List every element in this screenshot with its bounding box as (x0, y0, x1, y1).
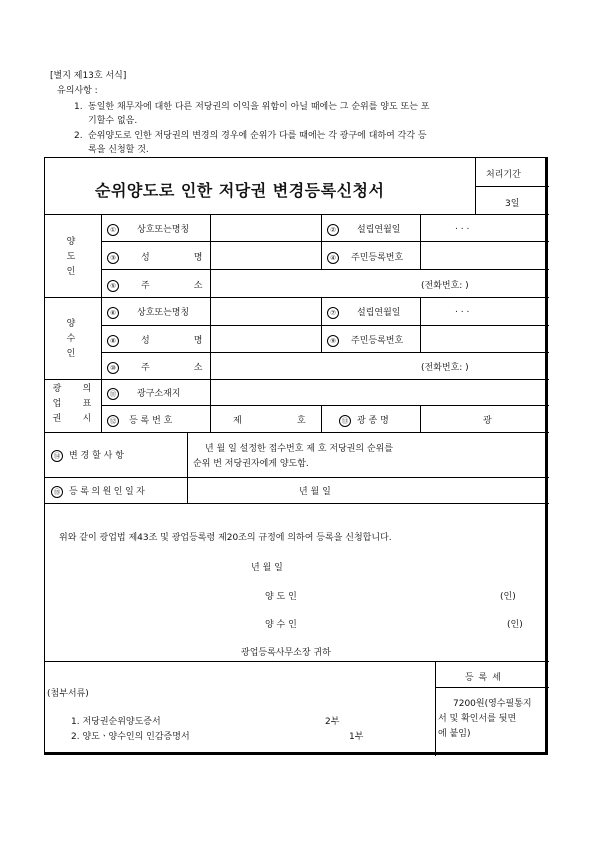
assignee-established-value: . . . (455, 305, 470, 315)
registration-number-suffix: 호 (297, 416, 306, 426)
assignee-group-label: 양 수 인 (66, 319, 76, 359)
processing-period-value: 3일 (505, 199, 520, 209)
attachment-2-name: 2. 양도ㆍ양수인의 인감증명서 (71, 732, 190, 742)
mineral-name-suffix: 광 (483, 416, 492, 426)
assignee-seal: (인) (507, 620, 523, 630)
note-1-line1: 동일한 채무자에 대한 다른 저당권의 이익을 위함이 아닐 때에는 그 순위를 양도 또는 포 (88, 102, 430, 112)
assignee-address-label: ⑩ 주 소 (107, 360, 202, 374)
assignee-signature-label: 양 수 인 (265, 620, 297, 630)
attachment-1-qty: 2부 (325, 717, 340, 727)
assignor-rrn-label: ④ 주민등록번호 (327, 250, 403, 264)
notes-heading: 유의사항 : (57, 86, 98, 96)
registration-tax-line1: 7200원(영수필통지 (453, 699, 532, 709)
note-1-num: 1. (74, 102, 83, 112)
attachment-2-qty: 1부 (349, 732, 364, 742)
registration-number-label: ⑫ 등 록 번 호 (107, 413, 172, 427)
cause-date-label: ⑮ 등록의원인일자 (51, 484, 147, 498)
mine-group-label-col1: 광 업 권 (52, 384, 62, 424)
mineral-name-label: ⑬ 광 종 명 (339, 413, 389, 427)
application-form (44, 157, 548, 755)
mine-location-label: ⑪ 광구소재지 (107, 386, 180, 400)
registration-tax-line3: 에 붙임) (438, 729, 471, 739)
note-2-line1: 순위양도로 인한 저당권의 변경의 경우에 순위가 다를 때에는 각 광구에 대하여 각각 등 (88, 131, 427, 141)
note-1-line2: 기할수 없음. (88, 116, 138, 126)
assignor-group-label: 양 도 인 (66, 237, 76, 277)
assignor-signature-label: 양 도 인 (265, 592, 297, 602)
assignee-established-label: ⑦ 설립연월일 (327, 305, 400, 319)
assignor-seal: (인) (500, 592, 516, 602)
note-2-line2: 록을 신청할 것. (88, 145, 149, 155)
assignee-person-label: ⑧ 성 명 (107, 333, 202, 347)
form-code: [별지 제13호 서식] (50, 71, 127, 81)
assignee-rrn-label: ⑨ 주민등록번호 (327, 333, 403, 347)
note-2-num: 2. (74, 131, 83, 141)
assignor-name-label: ① 상호또는명칭 (107, 222, 189, 236)
attachment-1-name: 1. 저당권순위양도증서 (71, 717, 161, 727)
declaration-text: 위와 같이 광업법 제43조 및 광업등록령 제20조의 규정에 의하여 등록을 신청합니다. (59, 533, 392, 543)
form-title: 순위양도로 인한 저당권 변경등록신청서 (95, 181, 385, 200)
registration-number-prefix: 제 (233, 416, 242, 426)
application-date: 년 월 일 (251, 563, 283, 573)
cause-date-value: 년 월 일 (299, 487, 331, 497)
change-items-line2: 순위 번 저당권자에게 양도함. (193, 459, 309, 469)
assignee-name-label: ⑥ 상호또는명칭 (107, 305, 189, 319)
assignor-person-label: ③ 성 명 (107, 250, 202, 264)
assignee-phone: (전화번호: ) (421, 363, 469, 373)
registration-tax-line2: 서 및 확인서를 뒷면 (438, 714, 517, 724)
change-items-label: ⑭ 변 경 할 사 항 (51, 448, 124, 462)
mine-group-label-col2: 의 표 시 (82, 384, 92, 424)
processing-period-label: 처리기간 (486, 170, 521, 180)
assignor-established-value: . . . (455, 222, 470, 232)
change-items-line1: 년 월 일 설정한 접수번호 제 호 저당권의 순위를 (205, 444, 394, 454)
assignor-address-label: ⑤ 주 소 (107, 278, 202, 292)
registration-tax-label: 등 록 세 (465, 673, 502, 683)
assignor-phone: (전화번호: ) (421, 281, 469, 291)
assignor-established-label: ② 설립연월일 (327, 222, 400, 236)
recipient: 광업등록사무소장 귀하 (241, 648, 331, 658)
attachments-heading: (첨부서류) (47, 689, 89, 699)
